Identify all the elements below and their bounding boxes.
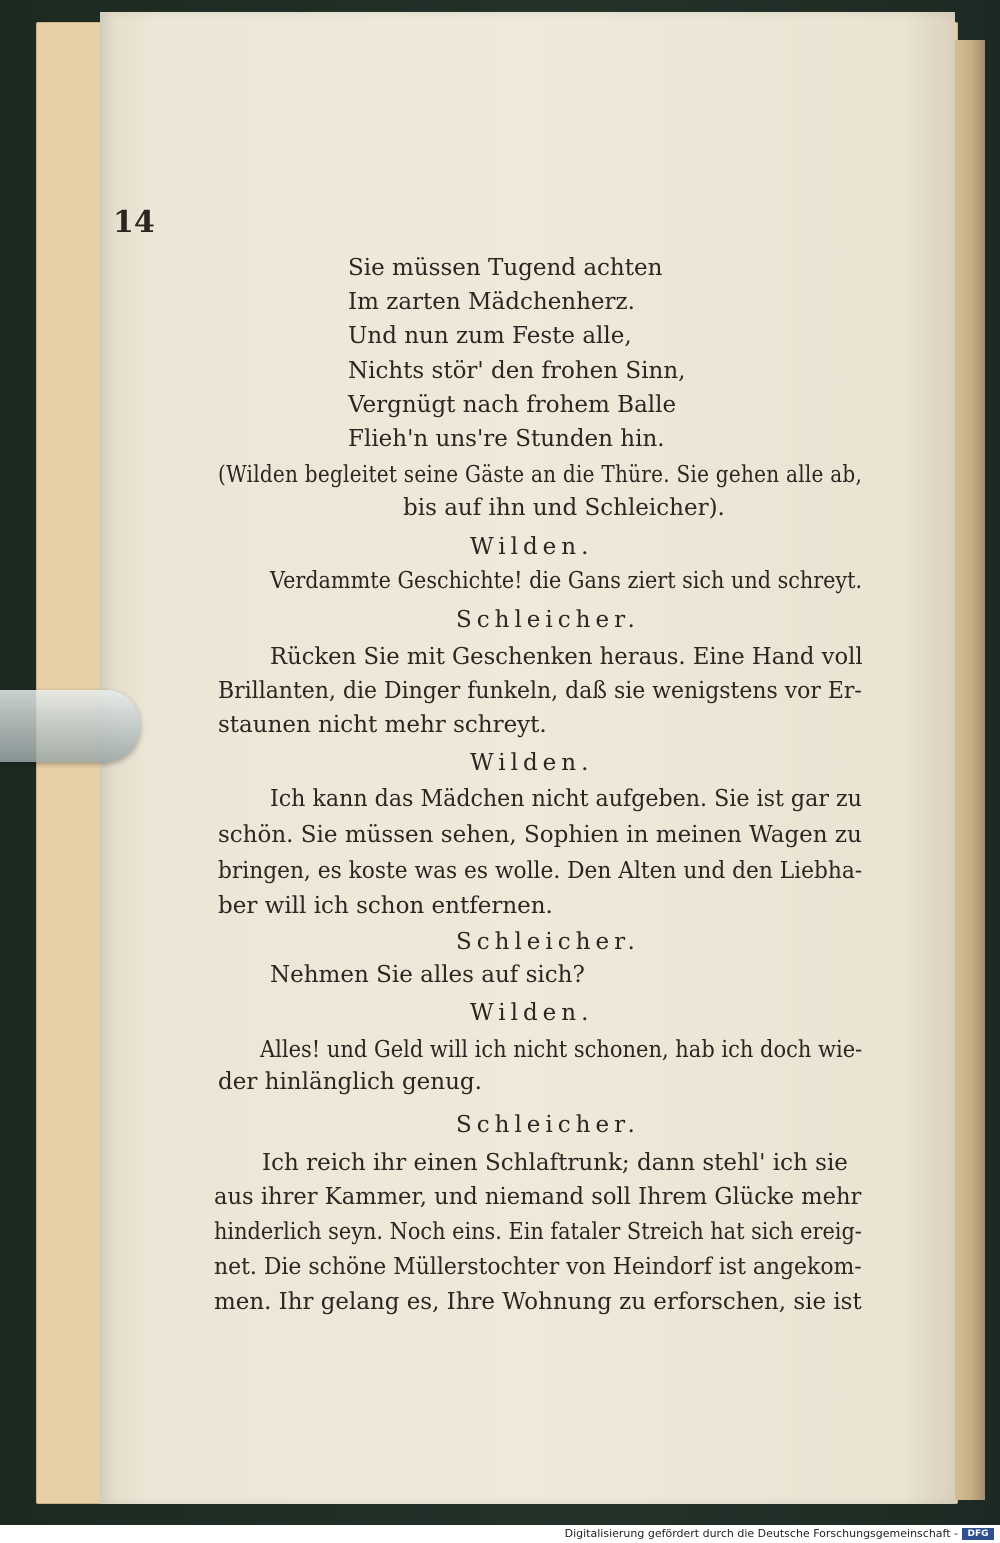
dialogue-line: Nehmen Sie alles auf sich?	[270, 962, 585, 988]
verse-line: Flieh'n uns're Stunden hin.	[348, 426, 665, 452]
dialogue-line: Verdammte Geschichte! die Gans ziert sich und schreyt.	[270, 568, 863, 594]
speaker-name: Schleicher.	[456, 929, 640, 955]
verse-line: Nichts stör' den frohen Sinn,	[348, 358, 686, 384]
speaker-name: Schleicher.	[456, 1112, 640, 1138]
page-number: 14	[113, 205, 155, 240]
book-page-edges	[950, 40, 985, 1500]
dfg-logo: DFG	[962, 1528, 994, 1540]
dialogue-line: der hinlänglich genug.	[218, 1069, 482, 1095]
speaker-name: Wilden.	[470, 1000, 594, 1026]
page-clip	[0, 690, 140, 762]
dialogue-line: Ich reich ihr einen Schlaftrunk; dann stehl' ich sie	[262, 1150, 848, 1176]
dialogue-line: men. Ihr gelang es, Ihre Wohnung zu erforschen, sie ist	[214, 1289, 862, 1315]
verse-line: Vergnügt nach frohem Balle	[348, 392, 677, 418]
dialogue-line: bringen, es koste was es wolle. Den Alten und den Liebha-	[218, 858, 863, 884]
dialogue-line: net. Die schöne Müllerstochter von Heindorf ist angekom-	[214, 1254, 862, 1280]
speaker-name: Wilden.	[470, 534, 594, 560]
footer-credit: Digitalisierung gefördert durch die Deutsche Forschungsgemeinschaft -	[564, 1527, 958, 1540]
verse-line: Und nun zum Feste alle,	[348, 323, 632, 349]
dialogue-line: hinderlich seyn. Noch eins. Ein fataler Streich hat sich ereig-	[214, 1219, 862, 1245]
dialogue-line: Alles! und Geld will ich nicht schonen, hab ich doch wie-	[260, 1037, 863, 1063]
verse-line: Sie müssen Tugend achten	[348, 255, 663, 281]
dialogue-line: Brillanten, die Dinger funkeln, daß sie wenigstens vor Er-	[218, 678, 862, 704]
verse-line: Im zarten Mädchenherz.	[348, 289, 635, 315]
dialogue-line: schön. Sie müssen sehen, Sophien in meinen Wagen zu	[218, 822, 862, 848]
stage-direction-line: (Wilden begleitet seine Gäste an die Thüre. Sie gehen alle ab,	[218, 462, 863, 488]
dialogue-line: aus ihrer Kammer, und niemand soll Ihrem Glücke mehr	[214, 1184, 862, 1210]
stage-direction-line: bis auf ihn und Schleicher).	[403, 495, 725, 521]
dialogue-line: ber will ich schon entfernen.	[218, 893, 553, 919]
dialogue-line: Ich kann das Mädchen nicht aufgeben. Sie ist gar zu	[270, 786, 862, 812]
speaker-name: Schleicher.	[456, 607, 640, 633]
dialogue-line: staunen nicht mehr schreyt.	[218, 712, 547, 738]
dialogue-line: Rücken Sie mit Geschenken heraus. Eine Hand voll	[270, 644, 863, 670]
speaker-name: Wilden.	[470, 750, 594, 776]
